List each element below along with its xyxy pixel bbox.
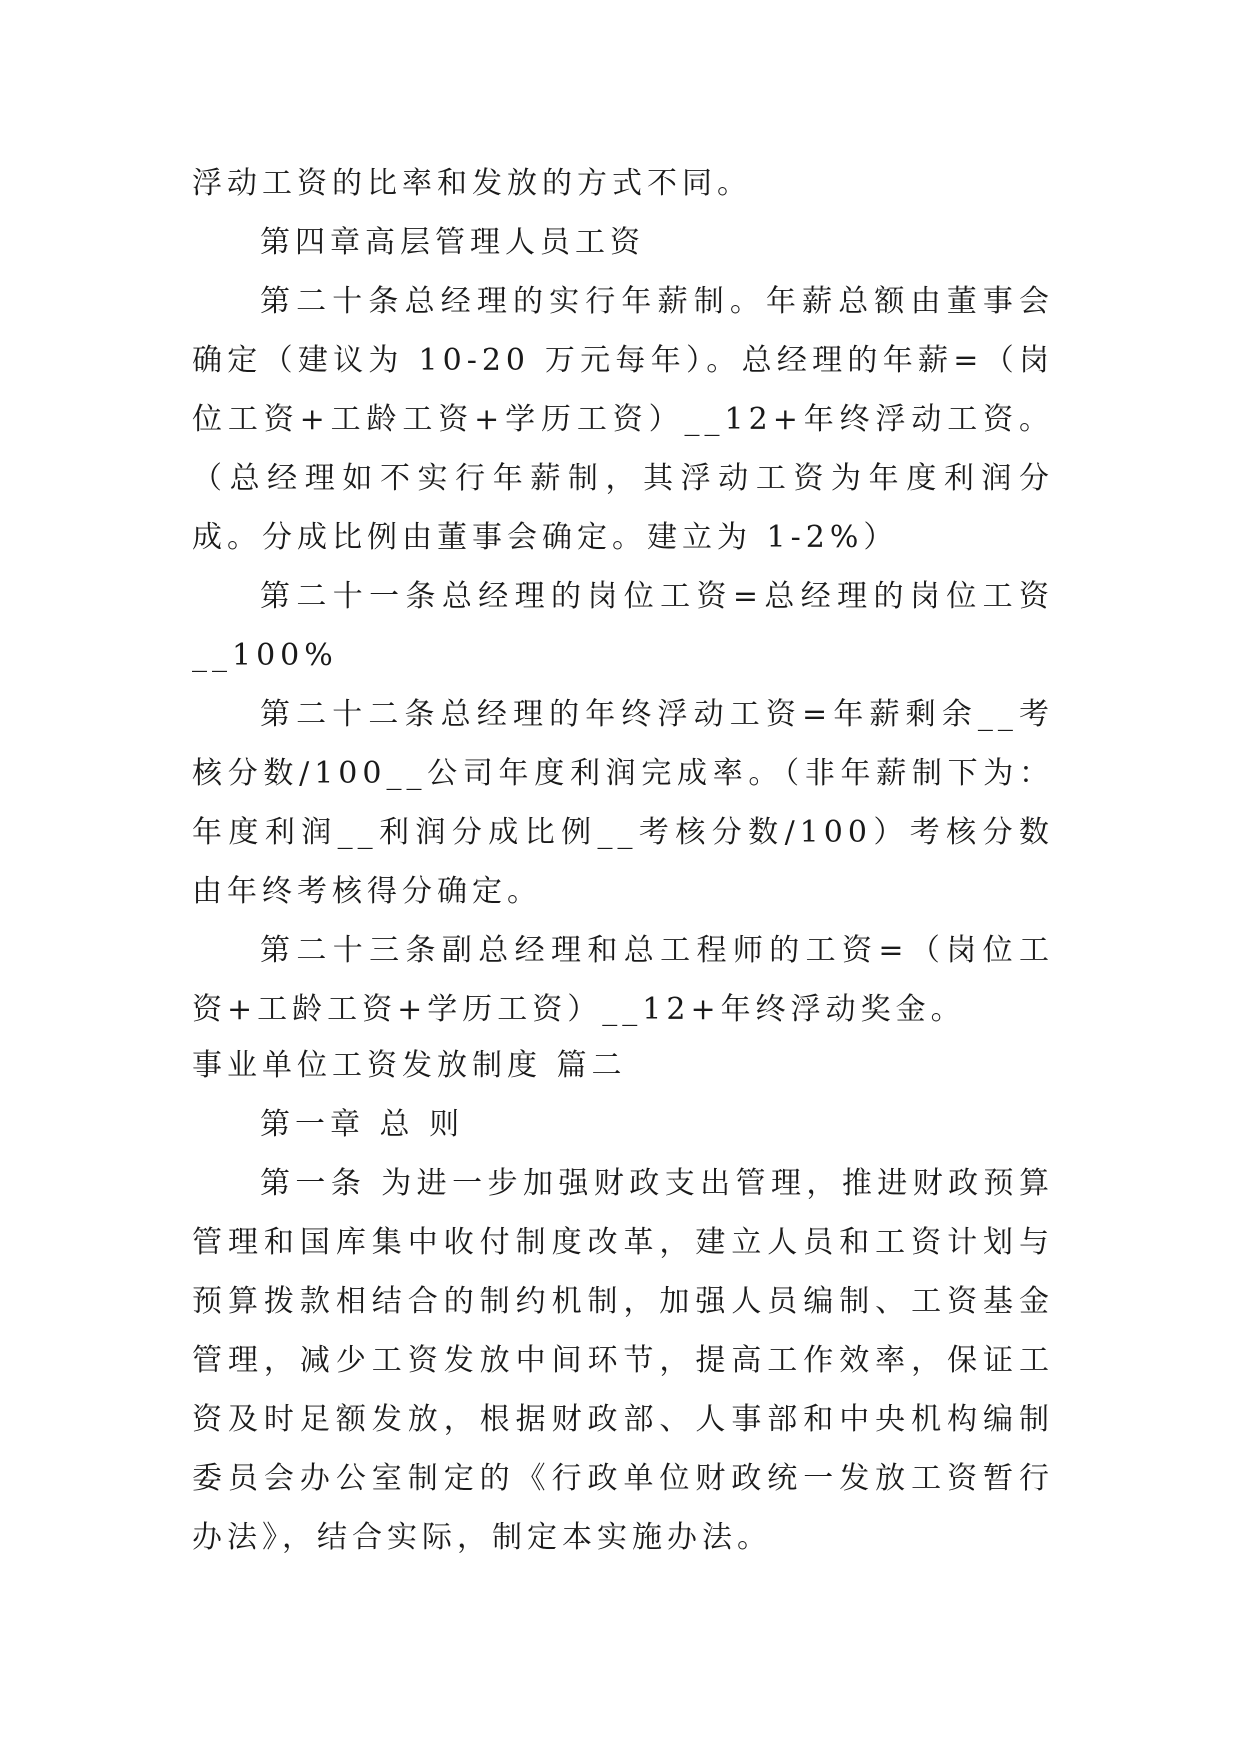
article-22: 第二十二条总经理的年终浮动工资=年薪剩余__考核分数/100__公司年度利润完成率。（非年薪制下为：年度利润__利润分成比例__考核分数/100）考核分数由年终考核得分确定。 <box>192 697 1054 909</box>
article-23: 第二十三条副总经理和总工程师的工资=（岗位工资+工龄工资+学历工资）__12+年终浮动奖金。 <box>192 933 1054 1027</box>
article-1: 第一条 为进一步加强财政支出管理，推进财政预算管理和国库集中收付制度改革，建立人员和工资计划与预算拨款相结合的制约机制，加强人员编制、工资基金管理，减少工资发放中间环节，提高工作效率，保证工资及时足额发放，根据财政部、人事部和中央机构编制委员会办公室制定的《行政单位财政统一发放工资暂行办法》，结合实际，制定本实施办法。 <box>192 1166 1054 1555</box>
section-one <box>192 154 1054 1039</box>
chapter-one-heading: 第一章 总 则 <box>260 1107 465 1142</box>
section-title: 事业单位工资发放制度 篇二 <box>192 1048 627 1083</box>
article-20: 第二十条总经理的实行年薪制。年薪总额由董事会确定（建议为 10-20 万元每年）。总经理的年薪=（岗位工资+工龄工资+学历工资）__12+年终浮动工资。（总经理如不实行年薪制，其浮动工资为年度利润分成。分成比例由董事会确定。建立为 1-2%） <box>192 284 1054 555</box>
paragraph-continuation: 浮动工资的比率和发放的方式不同。 <box>192 166 752 201</box>
article-21: 第二十一条总经理的岗位工资=总经理的岗位工资__100% <box>192 579 1054 673</box>
section-two <box>192 1036 1054 1567</box>
chapter-heading: 第四章高层管理人员工资 <box>260 225 645 260</box>
